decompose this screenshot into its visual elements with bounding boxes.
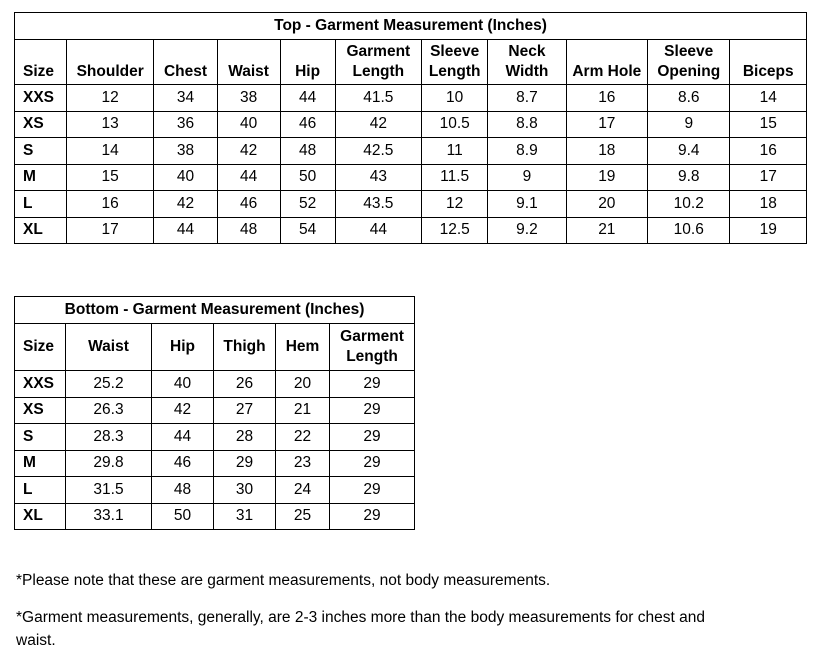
table-row <box>15 111 807 138</box>
measurement-cell: 29 <box>330 424 415 451</box>
measurement-cell: 22 <box>276 424 330 451</box>
measurement-cell: 9.4 <box>648 138 730 165</box>
measurement-cell: 44 <box>154 217 217 244</box>
measurement-cell: 17 <box>730 164 807 191</box>
measurement-cell: 11 <box>422 138 488 165</box>
measurement-cell: 14 <box>730 85 807 112</box>
measurement-cell: 44 <box>152 424 214 451</box>
measurement-cell: 46 <box>152 450 214 477</box>
size-label: XXS <box>15 371 66 398</box>
measurement-cell: 36 <box>154 111 217 138</box>
measurement-cell: 31.5 <box>66 477 152 504</box>
measurement-cell: 54 <box>280 217 335 244</box>
table-row <box>15 397 415 424</box>
measurement-cell: 12 <box>422 191 488 218</box>
table-row <box>15 217 807 244</box>
measurement-cell: 42.5 <box>335 138 422 165</box>
size-label: S <box>15 424 66 451</box>
measurement-cell: 33.1 <box>66 503 152 530</box>
measurement-cell: 40 <box>152 371 214 398</box>
size-label: L <box>15 191 67 218</box>
bottom-table-body <box>15 371 415 530</box>
size-label: M <box>15 450 66 477</box>
measurement-cell: 44 <box>217 164 280 191</box>
measurement-cell: 12 <box>66 85 154 112</box>
top-table-title: Top - Garment Measurement (Inches) <box>15 13 807 40</box>
measurement-cell: 31 <box>214 503 276 530</box>
table-row <box>15 371 415 398</box>
measurement-cell: 19 <box>730 217 807 244</box>
top-header-size: Size <box>15 40 67 85</box>
measurement-cell: 41.5 <box>335 85 422 112</box>
measurement-cell: 17 <box>66 217 154 244</box>
measurement-cell: 9.8 <box>648 164 730 191</box>
measurement-cell: 16 <box>730 138 807 165</box>
measurement-cell: 26 <box>214 371 276 398</box>
measurement-cell: 38 <box>154 138 217 165</box>
measurement-cell: 38 <box>217 85 280 112</box>
measurement-cell: 16 <box>66 191 154 218</box>
measurement-cell: 23 <box>276 450 330 477</box>
table-row <box>15 138 807 165</box>
measurement-cell: 42 <box>217 138 280 165</box>
top-header-shoulder: Shoulder <box>66 40 154 85</box>
measurement-cell: 15 <box>66 164 154 191</box>
size-label: L <box>15 477 66 504</box>
measurement-cell: 21 <box>276 397 330 424</box>
size-label: S <box>15 138 67 165</box>
measurement-cell: 50 <box>152 503 214 530</box>
measurement-cell: 29 <box>330 371 415 398</box>
measurement-cell: 9 <box>648 111 730 138</box>
measurement-cell: 9.2 <box>488 217 566 244</box>
bottom-header-thigh: Thigh <box>214 324 276 371</box>
measurement-cell: 10 <box>422 85 488 112</box>
measurement-cell: 30 <box>214 477 276 504</box>
measurement-cell: 29 <box>330 450 415 477</box>
bottom-header-size: Size <box>15 324 66 371</box>
measurement-cell: 10.6 <box>648 217 730 244</box>
measurement-cell: 46 <box>217 191 280 218</box>
top-header-sleeve-opening: Sleeve Opening <box>648 40 730 85</box>
measurement-cell: 12.5 <box>422 217 488 244</box>
measurement-cell: 20 <box>566 191 647 218</box>
measurement-cell: 15 <box>730 111 807 138</box>
top-header-neck-width: Neck Width <box>488 40 566 85</box>
bottom-header-garment-length: Garment Length <box>330 324 415 371</box>
measurement-cell: 29 <box>330 397 415 424</box>
measurement-cell: 9.1 <box>488 191 566 218</box>
note-garment-vs-body: *Please note that these are garment measurements, not body measurements. <box>16 572 551 589</box>
top-header-chest: Chest <box>154 40 217 85</box>
measurement-cell: 17 <box>566 111 647 138</box>
measurement-cell: 21 <box>566 217 647 244</box>
measurement-cell: 43 <box>335 164 422 191</box>
measurement-cell: 9 <box>488 164 566 191</box>
size-label: XS <box>15 111 67 138</box>
note-measurement-difference: *Garment measurements, generally, are 2-3 inches more than the body measurements for chest and waist. <box>16 609 705 649</box>
bottom-header-hem: Hem <box>276 324 330 371</box>
top-header-hip: Hip <box>280 40 335 85</box>
measurement-cell: 11.5 <box>422 164 488 191</box>
measurement-cell: 50 <box>280 164 335 191</box>
bottom-table-title: Bottom - Garment Measurement (Inches) <box>15 297 415 324</box>
size-label: XS <box>15 397 66 424</box>
measurement-cell: 28.3 <box>66 424 152 451</box>
measurement-cell: 13 <box>66 111 154 138</box>
measurement-cell: 10.5 <box>422 111 488 138</box>
table-row <box>15 85 807 112</box>
table-row <box>15 450 415 477</box>
measurement-cell: 18 <box>730 191 807 218</box>
measurement-cell: 20 <box>276 371 330 398</box>
top-header-sleeve-length: Sleeve Length <box>422 40 488 85</box>
measurement-cell: 42 <box>152 397 214 424</box>
measurement-cell: 48 <box>152 477 214 504</box>
top-table-body <box>15 85 807 244</box>
measurement-cell: 42 <box>154 191 217 218</box>
size-label: M <box>15 164 67 191</box>
table-row <box>15 191 807 218</box>
measurement-cell: 14 <box>66 138 154 165</box>
measurement-cell: 52 <box>280 191 335 218</box>
bottom-header-waist: Waist <box>66 324 152 371</box>
measurement-cell: 48 <box>217 217 280 244</box>
measurement-cell: 29 <box>214 450 276 477</box>
measurement-cell: 18 <box>566 138 647 165</box>
measurement-cell: 40 <box>217 111 280 138</box>
size-label: XL <box>15 503 66 530</box>
measurement-cell: 8.6 <box>648 85 730 112</box>
measurement-cell: 46 <box>280 111 335 138</box>
top-header-garment-length: Garment Length <box>335 40 422 85</box>
measurement-cell: 27 <box>214 397 276 424</box>
bottom-header-hip: Hip <box>152 324 214 371</box>
bottom-table-header-row <box>15 324 415 371</box>
measurement-cell: 29.8 <box>66 450 152 477</box>
top-header-arm-hole: Arm Hole <box>566 40 647 85</box>
top-header-waist: Waist <box>217 40 280 85</box>
measurement-cell: 44 <box>335 217 422 244</box>
measurement-cell: 29 <box>330 477 415 504</box>
size-label: XL <box>15 217 67 244</box>
top-header-biceps: Biceps <box>730 40 807 85</box>
measurement-cell: 24 <box>276 477 330 504</box>
measurement-cell: 44 <box>280 85 335 112</box>
measurement-cell: 8.8 <box>488 111 566 138</box>
measurement-cell: 34 <box>154 85 217 112</box>
measurement-cell: 42 <box>335 111 422 138</box>
measurement-cell: 29 <box>330 503 415 530</box>
measurement-cell: 26.3 <box>66 397 152 424</box>
bottom-measurement-table <box>14 296 415 530</box>
measurement-cell: 25 <box>276 503 330 530</box>
measurement-cell: 40 <box>154 164 217 191</box>
table-row <box>15 424 415 451</box>
measurement-cell: 28 <box>214 424 276 451</box>
measurement-cell: 43.5 <box>335 191 422 218</box>
top-measurement-table <box>14 12 807 244</box>
measurement-cell: 8.7 <box>488 85 566 112</box>
measurement-cell: 8.9 <box>488 138 566 165</box>
table-row <box>15 477 415 504</box>
measurement-cell: 10.2 <box>648 191 730 218</box>
measurement-cell: 19 <box>566 164 647 191</box>
measurement-cell: 48 <box>280 138 335 165</box>
table-row <box>15 503 415 530</box>
measurement-cell: 16 <box>566 85 647 112</box>
top-table-header-row <box>15 40 807 85</box>
measurement-cell: 25.2 <box>66 371 152 398</box>
table-row <box>15 164 807 191</box>
size-label: XXS <box>15 85 67 112</box>
